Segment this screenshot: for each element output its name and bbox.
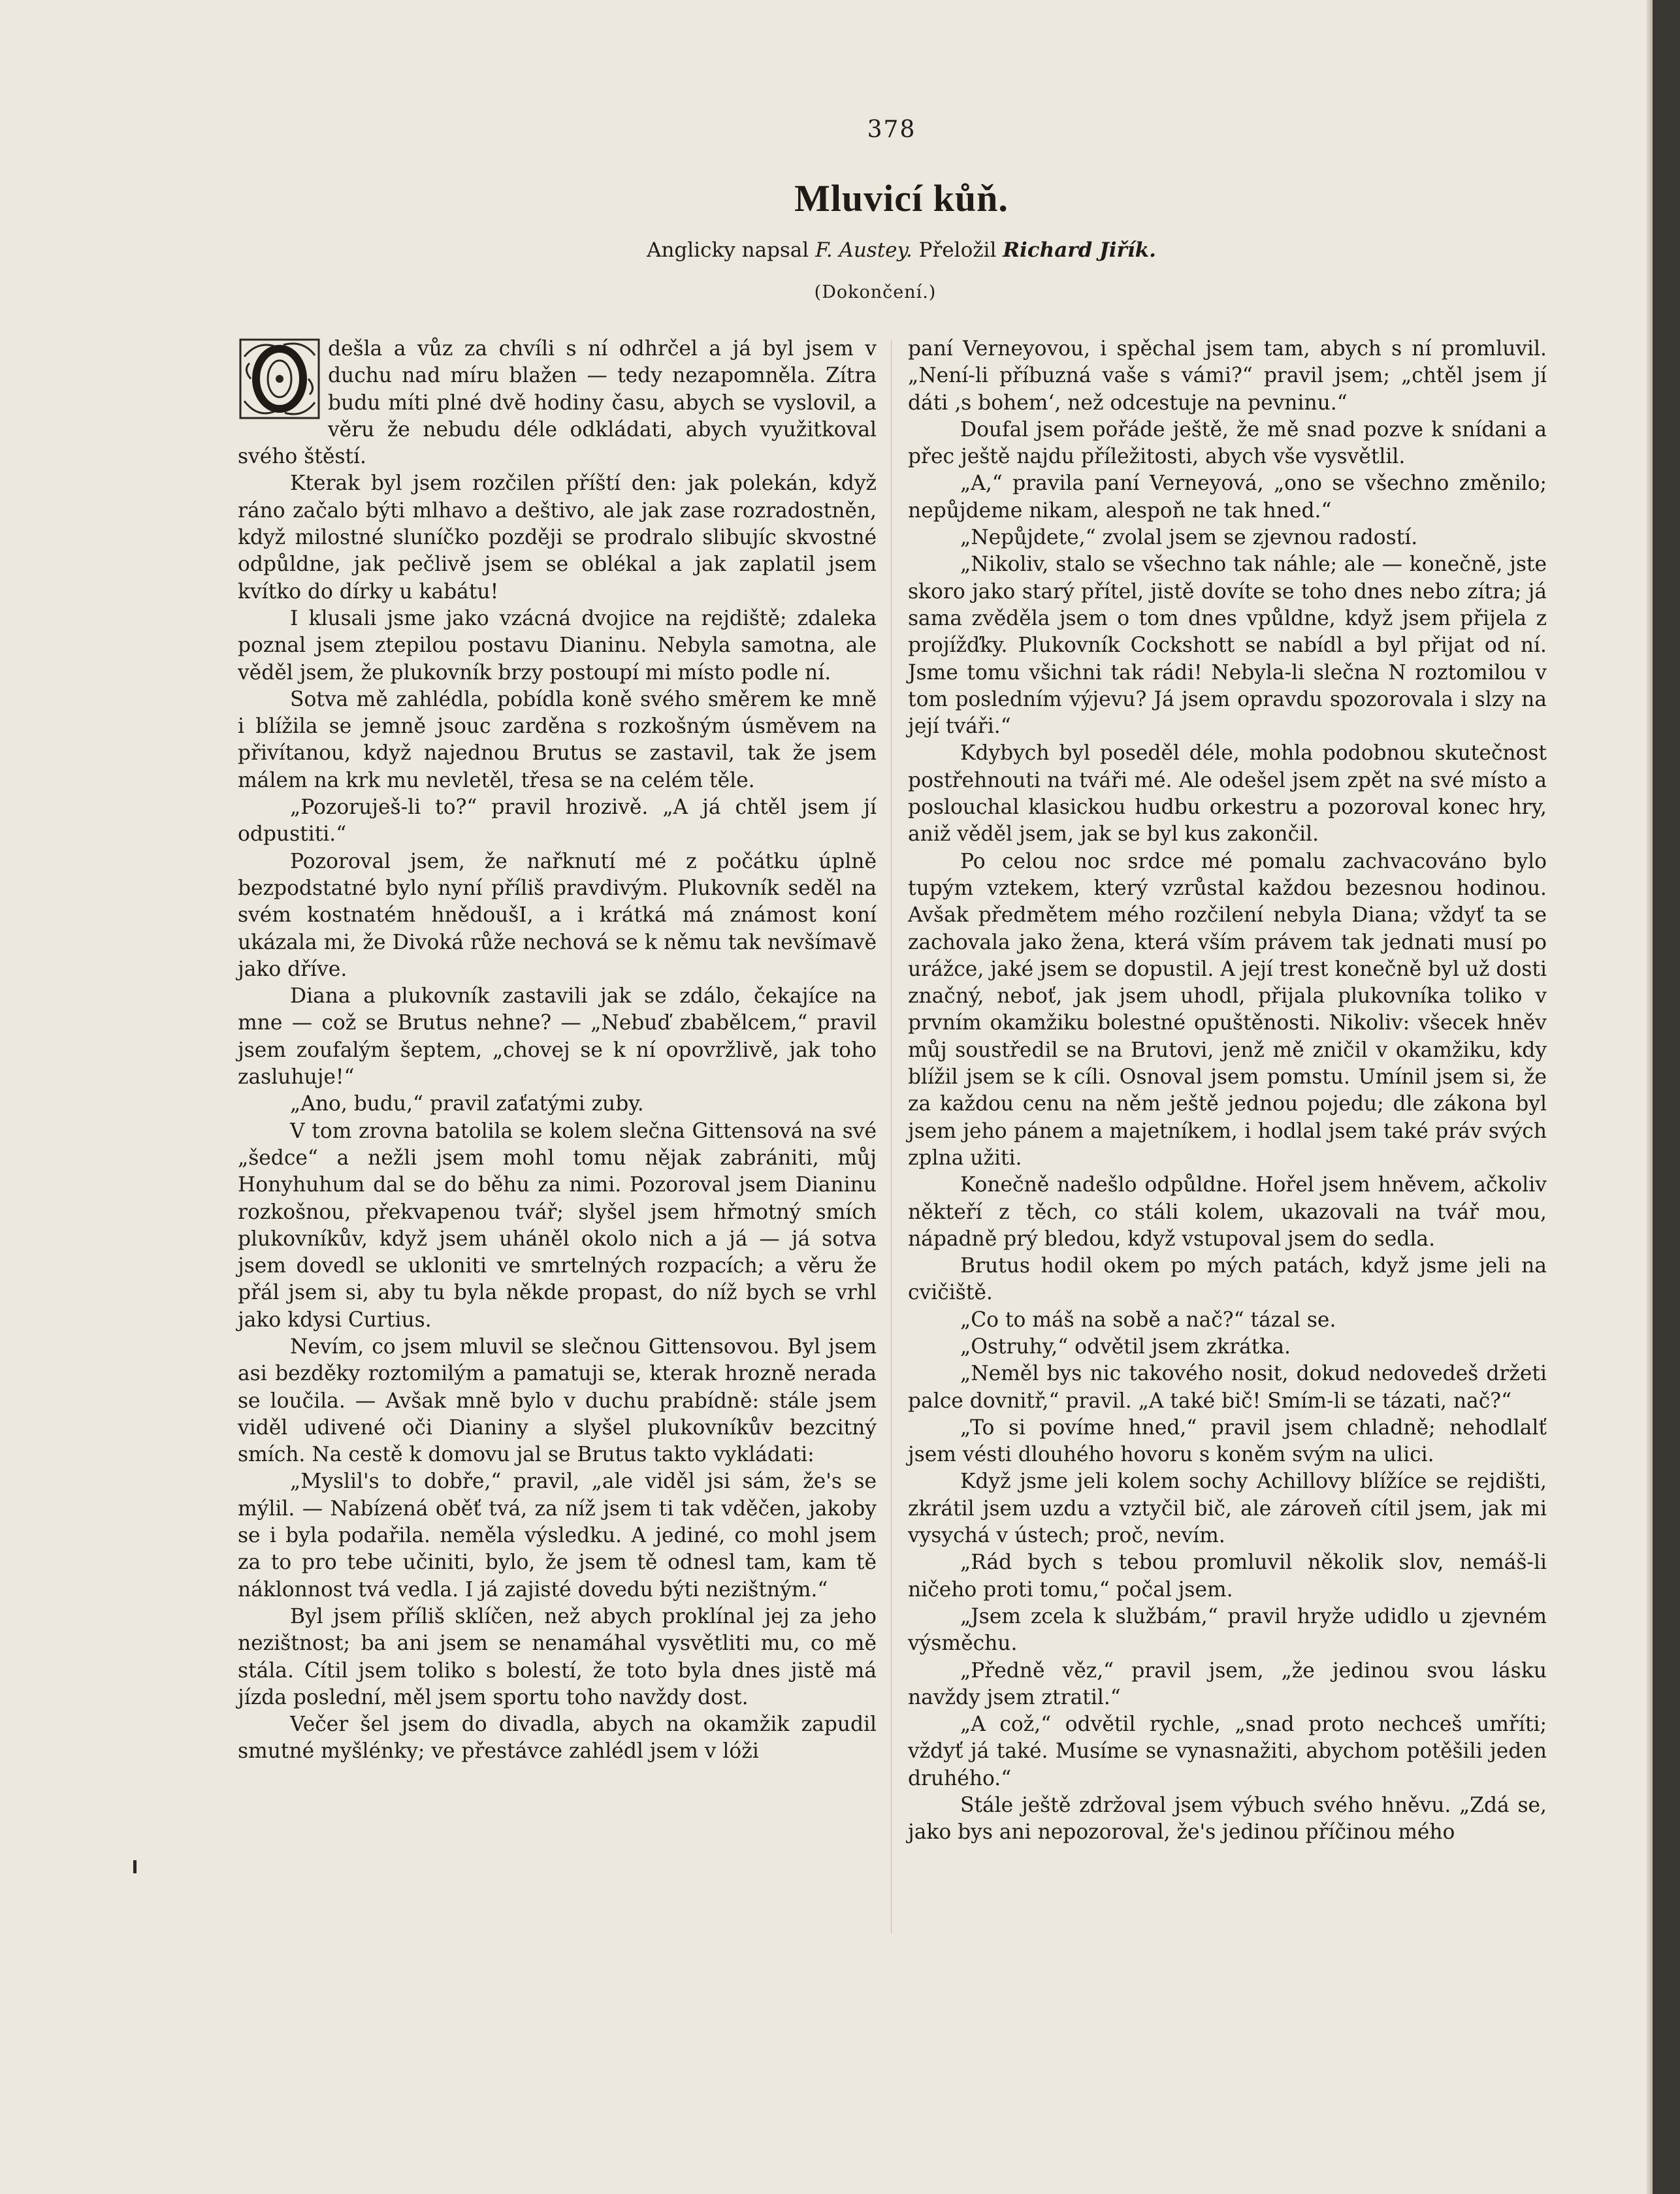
paragraph: „Ostruhy,“ odvětil jsem zkrátka. <box>960 1334 1291 1359</box>
paragraph: Byl jsem příliš sklíčen, než abych proklínal jej za jeho nezištnost; ba ani jsem se nenamáhal vysvětliti mu, co mě stála. Cítil jsem toliko s bolestí, že toto byla dnes jistě má jízda poslední, měl jsem sportu toho navždy dost. <box>238 1604 877 1709</box>
paragraph: „Rád bych s tebou promluvil několik slov, nemáš-li ničeho proti tomu,“ počal jsem. <box>908 1551 1547 1602</box>
paragraph: „Pozoruješ-li to?“ pravil hrozivě. „A já chtěl jsem jí odpustiti.“ <box>238 796 877 847</box>
byline <box>568 238 1235 262</box>
paragraph: Po celou noc srdce mé pomalu zachvacováno bylo tupým vztekem, který vzrůstal každou bezesnou hodinou. Avšak předmětem mého rozčilení nebyla Diana; vždyť ta se zachovala jako žena, která vším právem tak jednati musí po urážce, jaké jsem se dopustil. A její trest konečně byl už dosti značný, neboť, jak jsem uhodl, přijala plukovníka toliko v prvním okamžiku bolestné opuštěnosti. Nikoliv: všecek hněv můj soustředil se na Brutovi, jenž mě zničil v okamžiku, kdy blížil jsem se k cíli. Osnoval jsem pomstu. Umínil jsem si, že za každou cenu na něm ještě jednou pojedu; dle zákona byl jsem jeho pánem a majetníkem, i hodlal jsem také práv svých zplna užiti. <box>908 849 1547 1170</box>
paragraph: Pozoroval jsem, že nařknutí mé z počátku úplně bezpodstatné bylo nyní příliš pravdivým. Plukovník seděl na svém kostnatém hnědoušI, a i krátká má známost koní ukázala mi, že Divoká růže nechová se k němu tak nevšímavě jako dříve. <box>238 849 877 981</box>
book-edge <box>1653 0 1680 2194</box>
column-divider <box>891 340 892 1933</box>
paragraph: Když jsme jeli kolem sochy Achillovy blížíce se rejdišti, zkrátil jsem uzdu a vztyčil bič, ale zároveň cítil jsem, jak mi vysychá v ústech; proč, nevím. <box>908 1470 1547 1548</box>
right-column <box>908 336 1547 1847</box>
paragraph: „To si povíme hned,“ pravil jsem chladně; nehodlalť jsem vésti dlouhého hovoru s koněm svým na ulici. <box>908 1415 1547 1467</box>
paragraph: Večer šel jsem do divadla, abych na okamžik zapudil smutné myšlénky; ve přestávce zahlédl jsem v lóži <box>238 1713 877 1764</box>
paragraph: Kterak byl jsem rozčilen příští den: jak polekán, když ráno začalo býti mlhavo a deštivo, ale jak zase rozradostněn, když milostné sluníčko později se prodralo slibujíc skvostné odpůldne, jak pečlivě jsem se oblékal a jak zaplatil jsem kvítko do dírky u kabátu! <box>238 472 877 604</box>
paragraph: Nevím, co jsem mluvil se slečnou Gittensovou. Byl jsem asi bezděky roztomilým a pamatuji se, kterak hrozně nerada se loučila. — Avšak mně bylo v duchu prabídně: stále jsem viděl udivené oči Dianiny a slyšel plukovníkův bezcitný smích. Na cestě k domovu jal se Brutus takto vykládati: <box>238 1334 877 1467</box>
byline-middle: Přeložil <box>918 238 997 262</box>
paragraph: „Myslil's to dobře,“ pravil, „ale viděl jsi sám, že's se mýlil. — Nabízená oběť tvá, za níž jsem ti tak vděčen, jakoby se i byla podařila. neměla výsledku. A jediné, co mohl jsem za to pro tebe učiniti, bylo, že jsem tě odnesl tam, kam tě náklonnost tvá vedla. I já zajisté dovedu býti nezištným.“ <box>238 1470 877 1602</box>
paragraph: „Neměl bys nic takového nosit, dokud nedovedeš držeti palce dovnitř,“ pravil. „A také bič! Smím-li se tázati, nač?“ <box>908 1362 1547 1413</box>
margin-mark <box>133 1860 137 1873</box>
paragraph: „Nikoliv, stalo se všechno tak náhle; ale — konečně, jste skoro jako starý přítel, jistě dovíte se toho dnes nebo zítra; já sama zvěděla jsem o tom dnes vpůldne, když jsem přijela z projížďky. Plukovník Cockshott se nabídl a byl přijat od ní. Jsme tomu všichni tak rádi! Nebyla-li slečna N roztomilou v tom posledním výjevu? Já jsem opravdu spozorovala i slzy na její tváři.“ <box>908 553 1547 739</box>
paragraph: Brutus hodil okem po mých patách, když jsme jeli na cvičiště. <box>908 1254 1547 1305</box>
paragraph: „A což,“ odvětil rychle, „snad proto nechceš umříti; vždyť já také. Musíme se vynasnažiti, abychom potěšili jeden druhého.“ <box>908 1713 1547 1790</box>
byline-prefix: Anglicky napsal <box>647 238 809 262</box>
continuation-note: (Dokončení.) <box>814 282 937 302</box>
article-title: Mluvicí kůň. <box>794 177 1009 219</box>
paragraph: dešla a vůz za chvíli s ní odhrčel a já byl jsem v duchu nad míru blažen — tedy nezapomněla. Zítra budu míti plné dvě hodiny času, abych se vyslovil, a věru že nebudu déle odkládati, abych využitkoval svého štěstí. <box>238 337 877 469</box>
page-number: 378 <box>867 116 916 143</box>
paragraph: „Nepůjdete,“ zvolal jsem se zjevnou radostí. <box>960 526 1418 550</box>
paragraph: „Jsem zcela k službám,“ pravil hryže udidlo u zjevném výsměchu. <box>908 1604 1547 1656</box>
paragraph: Konečně nadešlo odpůldne. Hořel jsem hněvem, ačkoliv někteří z těch, co stáli kolem, ukazovali na tvář mou, nápadně prý bledou, když vstupoval jsem do sedla. <box>908 1173 1547 1251</box>
paragraph: V tom zrovna batolila se kolem slečna Gittensová na své „šedce“ a nežli jsem mohl tomu nějak zabrániti, můj Honyhuhum dal se do běhu za nimi. Pozoroval jsem Dianinu rozkošnou, překvapenou tvář; slyšel jsem hřmotný smích plukovníkův, když jsem uháněl okolo nich a já — já sotva jsem dovedl se ukloniti ve smrtelných rozpacích; a věru že přál jsem si, aby tu byla někde propast, do níž bych se vrhl jako kdysi Curtius. <box>238 1119 877 1332</box>
paragraph: „Co to máš na sobě a nač?“ tázal se. <box>960 1308 1336 1332</box>
paragraph: Doufal jsem pořáde ještě, že mě snad pozve k snídani a přec ještě najdu příležitosti, abych vše vysvětlil. <box>908 417 1547 469</box>
left-column <box>238 336 877 1766</box>
paragraph: paní Verneyovou, i spěchal jsem tam, abych s ní promluvil. „Není-li příbuzná vaše s vámi?“ pravil jsem; „chtěl jsem jí dáti ‚s bohem‘, než odcestuje na pevninu.“ <box>908 337 1547 415</box>
byline-translator: Richard Jiřík. <box>1003 238 1156 262</box>
paragraph: I klusali jsme jako vzácná dvojice na rejdiště; zdaleka poznal jsem ztepilou postavu Dianinu. Nebyla samotna, ale věděl jsem, že plukovník brzy postoupí mi místo podle ní. <box>238 606 877 685</box>
paragraph: Diana a plukovník zastavili jak se zdálo, čekajíce na mne — což se Brutus nehne? — „Nebuď zbabělcem,“ pravil jsem zoufalým šeptem, „chovej se k ní opovržlivě, jak toho zasluhuje!“ <box>238 984 877 1089</box>
page-gutter <box>1646 0 1653 2194</box>
paragraph: Sotva mě zahlédla, pobídla koně svého směrem ke mně i blížila se jemně jsouc zarděna s rozkošným úsměvem na přivítanou, když najednou Brutus se zastavil, tak že jsem málem na krk mu nevletěl, třesa se na celém těle. <box>238 687 877 792</box>
paragraph: Stále ještě zdržoval jsem výbuch svého hněvu. „Zdá se, jako bys ani nepozoroval, že's jedinou příčinou mého <box>908 1794 1547 1845</box>
paragraph: Kdybych byl poseděl déle, mohla podobnou skutečnost postřehnouti na tváři mé. Ale odešel jsem zpět na své místo a poslouchal klasickou hudbu orkestru a pozoroval konec hry, aniž věděl jsem, jak se byl kus zakončil. <box>908 741 1547 847</box>
byline-author: F. Austey. <box>815 238 913 262</box>
paragraph: „Ano, budu,“ pravil zaťatými zuby. <box>290 1092 644 1116</box>
paragraph: „Předně věz,“ pravil jsem, „že jedinou svou lásku navždy jsem ztratil.“ <box>908 1658 1547 1709</box>
ornamental-initial-o-icon <box>238 337 321 421</box>
paragraph: „A,“ pravila paní Verneyová, „ono se všechno změnilo; nepůjdeme nikam, alespoň ne tak hned.“ <box>908 472 1547 523</box>
